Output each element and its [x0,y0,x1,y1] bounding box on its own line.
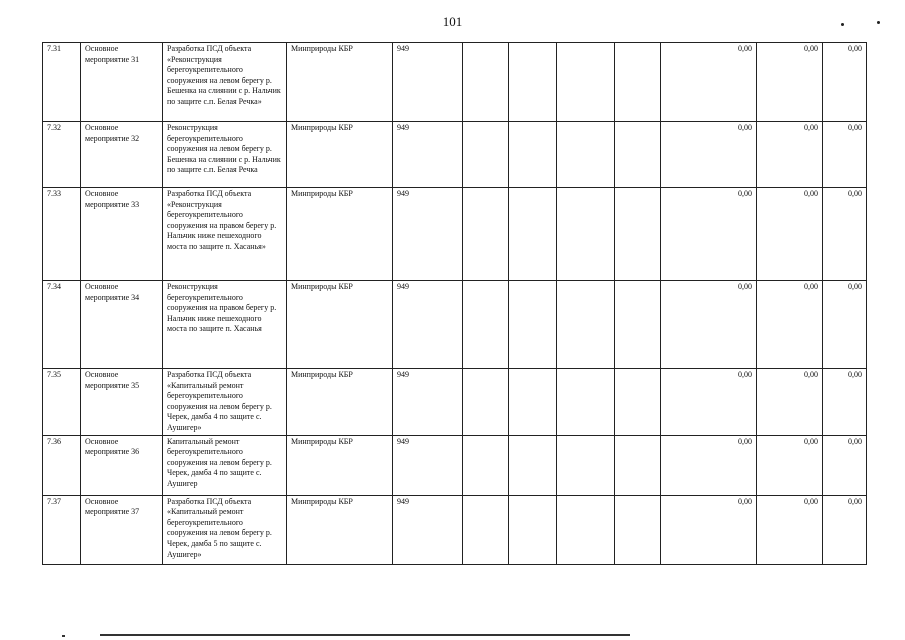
value-cell-3: 0,00 [823,435,867,495]
table-row [43,495,867,564]
value-cell-3: 0,00 [823,188,867,281]
event-name-cell: Основное мероприятие 35 [81,369,163,436]
budget-code-cell: 949 [393,43,463,122]
event-name-cell: Основное мероприятие 34 [81,281,163,369]
empty-cell [615,281,661,369]
table-body [43,43,867,565]
value-cell-2: 0,00 [757,122,823,188]
table-row [43,435,867,495]
empty-cell [557,369,615,436]
value-cell-2: 0,00 [757,43,823,122]
empty-cell [615,435,661,495]
empty-cell [509,188,557,281]
empty-cell [557,495,615,564]
empty-cell [557,281,615,369]
scan-speck [841,23,844,26]
empty-cell [615,43,661,122]
value-cell-3: 0,00 [823,43,867,122]
value-cell-2: 0,00 [757,188,823,281]
row-number-cell: 7.36 [43,435,81,495]
value-cell-2: 0,00 [757,495,823,564]
description-cell: Реконструкция берегоукрепительного сооружения на левом берегу р. Бешенка на слиянии с р. Нальчик по защите с.п. Белая Речка [163,122,287,188]
row-number-cell: 7.34 [43,281,81,369]
event-name-cell: Основное мероприятие 37 [81,495,163,564]
row-number-cell: 7.33 [43,188,81,281]
empty-cell [509,122,557,188]
empty-cell [557,188,615,281]
budget-code-cell: 949 [393,188,463,281]
empty-cell [557,122,615,188]
value-cell-1: 0,00 [661,495,757,564]
value-cell-3: 0,00 [823,369,867,436]
executor-cell: Минприроды КБР [287,188,393,281]
description-cell: Реконструкция берегоукрепительного сооружения на правом берегу р. Нальчик ниже пешеходного моста по защите п. Хасанья [163,281,287,369]
empty-cell [463,43,509,122]
empty-cell [615,122,661,188]
table-row [43,281,867,369]
description-cell: Разработка ПСД объекта «Капитальный ремонт берегоукрепительного сооружения на левом берегу р. Черек, дамба 4 по защите с. Аушигер» [163,369,287,436]
empty-cell [463,281,509,369]
empty-cell [615,188,661,281]
empty-cell [557,43,615,122]
executor-cell: Минприроды КБР [287,122,393,188]
value-cell-1: 0,00 [661,43,757,122]
empty-cell [615,369,661,436]
value-cell-1: 0,00 [661,435,757,495]
table-row [43,43,867,122]
budget-code-cell: 949 [393,369,463,436]
value-cell-2: 0,00 [757,369,823,436]
executor-cell: Минприроды КБР [287,369,393,436]
empty-cell [509,369,557,436]
value-cell-1: 0,00 [661,188,757,281]
table-row [43,188,867,281]
budget-code-cell: 949 [393,281,463,369]
value-cell-3: 0,00 [823,281,867,369]
page-number: 101 [442,14,463,29]
value-cell-2: 0,00 [757,435,823,495]
budget-code-cell: 949 [393,435,463,495]
empty-cell [509,43,557,122]
event-name-cell: Основное мероприятие 31 [81,43,163,122]
executor-cell: Минприроды КБР [287,281,393,369]
program-table [42,42,867,565]
event-name-cell: Основное мероприятие 33 [81,188,163,281]
scan-mark [62,635,65,637]
value-cell-3: 0,00 [823,122,867,188]
executor-cell: Минприроды КБР [287,495,393,564]
description-cell: Разработка ПСД объекта «Капитальный ремонт берегоукрепительного сооружения на левом берегу р. Черек, дамба 5 по защите с. Аушигер» [163,495,287,564]
value-cell-1: 0,00 [661,122,757,188]
empty-cell [557,435,615,495]
value-cell-3: 0,00 [823,495,867,564]
row-number-cell: 7.35 [43,369,81,436]
scan-speck [877,21,880,24]
empty-cell [509,435,557,495]
event-name-cell: Основное мероприятие 32 [81,122,163,188]
executor-cell: Минприроды КБР [287,435,393,495]
budget-code-cell: 949 [393,495,463,564]
empty-cell [463,122,509,188]
executor-cell: Минприроды КБР [287,43,393,122]
bottom-rule [100,634,630,636]
budget-code-cell: 949 [393,122,463,188]
description-cell: Капитальный ремонт берегоукрепительного сооружения на левом берегу р. Черек, дамба 4 по защите с. Аушигер [163,435,287,495]
empty-cell [463,495,509,564]
value-cell-1: 0,00 [661,281,757,369]
description-cell: Разработка ПСД объекта «Реконструкция берегоукрепительного сооружения на левом берегу р. Бешенка на слиянии с р. Нальчик по защите с.п. Белая Речка» [163,43,287,122]
row-number-cell: 7.31 [43,43,81,122]
value-cell-1: 0,00 [661,369,757,436]
empty-cell [509,495,557,564]
table-row [43,122,867,188]
event-name-cell: Основное мероприятие 36 [81,435,163,495]
empty-cell [615,495,661,564]
value-cell-2: 0,00 [757,281,823,369]
empty-cell [463,188,509,281]
empty-cell [509,281,557,369]
row-number-cell: 7.37 [43,495,81,564]
empty-cell [463,369,509,436]
empty-cell [463,435,509,495]
table-row [43,369,867,436]
description-cell: Разработка ПСД объекта «Реконструкция берегоукрепительного сооружения на правом берегу р. Нальчик ниже пешеходного моста по защите п. Хасанья» [163,188,287,281]
row-number-cell: 7.32 [43,122,81,188]
